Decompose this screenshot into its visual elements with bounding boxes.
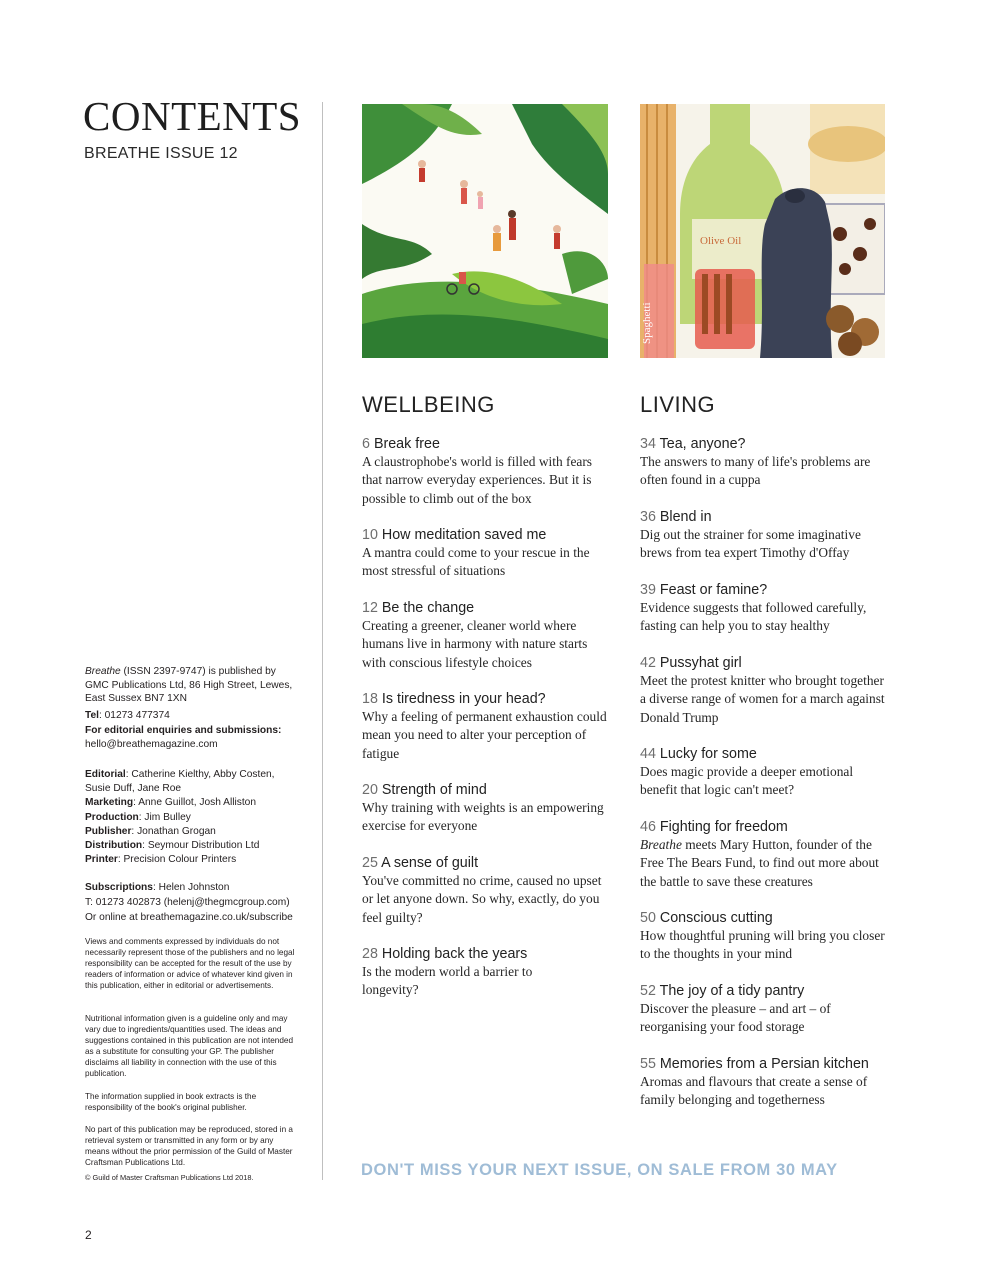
editorial-label: For editorial enquiries and submissions [85,725,279,736]
article-summary-italic: Breathe [640,837,682,852]
disclaimer-nutrition: Nutritional information given is a guideline only and may vary due to ingredients/quantities used. The ideas and suggestions contained in this publication are not intended as a substitute for consulting your GP. The publisher disclaims all liability in connection with the use of this publication. [85,1014,294,1078]
article-summary: Why training with weights is an empowering exercise for everyone [362,800,604,834]
subscriptions-phone: T: 01273 402873 (helenj@thegmcgroup.com) [85,897,290,908]
page-number: 10 [362,527,378,543]
article-title: Lucky for some [659,746,757,762]
contents-entry[interactable] [640,655,890,727]
staff-value: : Jonathan Grogan [131,825,216,837]
next-issue-promo: DON'T MISS YOUR NEXT ISSUE, ON SALE FROM 30 MAY [361,1161,838,1179]
contents-entry[interactable] [640,819,890,891]
page-number: 36 [640,509,656,525]
column-divider [322,102,323,1180]
article-title: How meditation saved me [381,527,547,543]
staff-value: : Seymour Distribution Ltd [142,840,260,852]
spaghetti-label: Spaghetti [641,302,653,344]
article-title: Be the change [381,600,475,616]
page-number: 12 [362,600,378,616]
staff-value: : Precision Colour Printers [117,854,237,866]
tel-label: Tel [85,709,99,721]
article-summary: The answers to many of life's problems are often found in a cuppa [640,454,871,488]
publisher-address: (ISSN 2397-9747) is published by GMC Publications Ltd, 86 High Street, Lewes, East Sussex BN7 1XN [85,666,293,704]
article-title: The joy of a tidy pantry [659,983,805,999]
article-title: Holding back the years [381,946,528,962]
article-title: Pussyhat girl [659,655,742,671]
contents-entry[interactable] [362,946,542,1000]
article-summary: Why a feeling of permanent exhaustion could mean you need to alter your perception of fatigue [362,709,607,761]
nature-walk-illustration [362,104,608,358]
staff-value: : Anne Guillot, Josh Alliston [133,797,257,809]
imprint-staff [85,768,300,867]
article-summary: meets Mary Hutton, founder of the Free The Bears Fund, to find out more about the battle to save these creatures [640,837,879,889]
page-number: 55 [640,1056,656,1072]
contents-entry[interactable] [640,746,890,800]
staff-label: Editorial [85,769,126,780]
staff-label: Printer [85,854,118,866]
contents-entry[interactable] [640,582,890,636]
contents-entry[interactable] [640,983,890,1037]
staff-value: : Jim Bulley [138,811,191,823]
article-summary: Does magic provide a deeper emotional benefit that logic can't meet? [640,764,854,798]
article-summary: Aromas and flavours that create a sense of family belonging and togetherness [640,1074,868,1108]
article-title: Fighting for freedom [659,819,788,835]
section-title-wellbeing: WELLBEING [362,392,495,417]
contents-entry[interactable] [362,527,612,581]
subscriptions-label: Subscriptions [85,882,153,893]
article-summary: Dig out the strainer for some imaginative brews from tea expert Timothy d'Offay [640,527,861,561]
article-summary: How thoughtful pruning will bring you closer to the thoughts in your mind [640,928,885,962]
article-summary: Meet the protest knitter who brought together a diverse range of women for a march against Donald Trump [640,673,885,725]
staff-value: : Catherine Kielthy, Abby Costen, Susie Duff, Jane Roe [85,769,275,795]
article-summary: Is the modern world a barrier to longevity? [362,964,533,998]
contents-entry[interactable] [362,600,612,672]
folio-page-number: 2 [85,1228,92,1242]
contents-entry[interactable] [362,436,612,508]
imprint-publisher: Breathe (ISSN 2397-9747) is published by GMC Publications Ltd, 86 High Street, Lewes, East Sussex BN7 1XN Tel: 01273 477374 For editorial enquiries and submissions: hello@breathemagazine.com [85,665,300,751]
tel-value: : 01273 477374 [98,709,170,721]
page-number: 25 [362,855,378,871]
staff-label: Publisher [85,825,132,837]
page-number: 18 [362,691,378,707]
page-number: 34 [640,436,656,452]
contents-entry[interactable] [362,855,612,927]
article-title: Blend in [659,509,712,525]
subscriptions-online: Or online at breathemagazine.co.uk/subscribe [85,912,293,923]
article-title: Feast or famine? [659,582,768,598]
contents-entry[interactable] [640,910,890,964]
staff-label: Production [85,811,139,823]
wellbeing-illustration [362,104,608,358]
disclaimer-extracts: The information supplied in book extracts is the responsibility of the book's original publisher. [85,1092,257,1112]
article-summary: Evidence suggests that followed carefully, fasting can help you to stay healthy [640,600,867,634]
living-illustration [640,104,885,358]
article-title: Memories from a Persian kitchen [659,1056,869,1072]
staff-label: Marketing [85,797,134,809]
staff-label: Distribution [85,840,143,852]
editorial-email: hello@breathemagazine.com [85,738,218,750]
article-title: Conscious cutting [659,910,773,926]
imprint-subscriptions [85,880,300,925]
article-summary: Discover the pleasure – and art – of reorganising your food storage [640,1001,831,1035]
article-title: A sense of guilt [381,855,479,871]
contents-entry[interactable] [362,691,612,763]
page-number: 42 [640,655,656,671]
article-summary: A claustrophobe's world is filled with fears that narrow everyday experiences. But it is possible to climb out of the box [362,454,593,506]
contents-entry[interactable] [640,1056,890,1110]
article-title: Is tiredness in your head? [381,691,546,707]
page-number: 50 [640,910,656,926]
article-summary: Creating a greener, cleaner world where humans live in harmony with nature starts with conscious lifestyle choices [362,618,588,670]
article-title: Break free [373,436,440,452]
contents-entry[interactable] [362,782,612,836]
article-summary: A mantra could come to your rescue in the most stressful of situations [362,545,590,579]
copyright: © Guild of Master Craftsman Publications Ltd 2018. [85,1173,254,1182]
page-number: 44 [640,746,656,762]
contents-entry[interactable] [640,509,890,563]
page-number: 39 [640,582,656,598]
issue-subtitle: BREATHE ISSUE 12 [84,145,238,162]
page-number: 46 [640,819,656,835]
disclaimer-views: Views and comments expressed by individuals do not necessarily represent those of the publishers and no legal responsibility can be accepted for the result of the use by readers of information or advice of whatever kind given in this publication, either in editorial or advertisements. [85,937,295,990]
publication-name: Breathe [85,666,121,677]
pantry-illustration [640,104,885,358]
page-number: 20 [362,782,378,798]
page-number: 52 [640,983,656,999]
article-title: Strength of mind [381,782,487,798]
disclaimer-reproduction: No part of this publication may be reproduced, stored in a retrieval system or transmitted in any form or by any means without the prior permission of the Guild of Master Craftsman Publications Ltd. [85,1125,293,1167]
article-title: Tea, anyone? [659,436,746,452]
section-title-living: LIVING [640,392,716,417]
page-title: CONTENTS [83,93,302,139]
page-number: 28 [362,946,378,962]
olive-oil-label: Olive Oil [700,235,742,247]
article-summary: You've committed no crime, caused no upset or let anyone down. So why, exactly, do you feel guilty? [362,873,602,925]
page-number: 6 [362,436,370,452]
subscriptions-contact: : Helen Johnston [152,882,230,893]
contents-entry[interactable] [640,436,890,490]
